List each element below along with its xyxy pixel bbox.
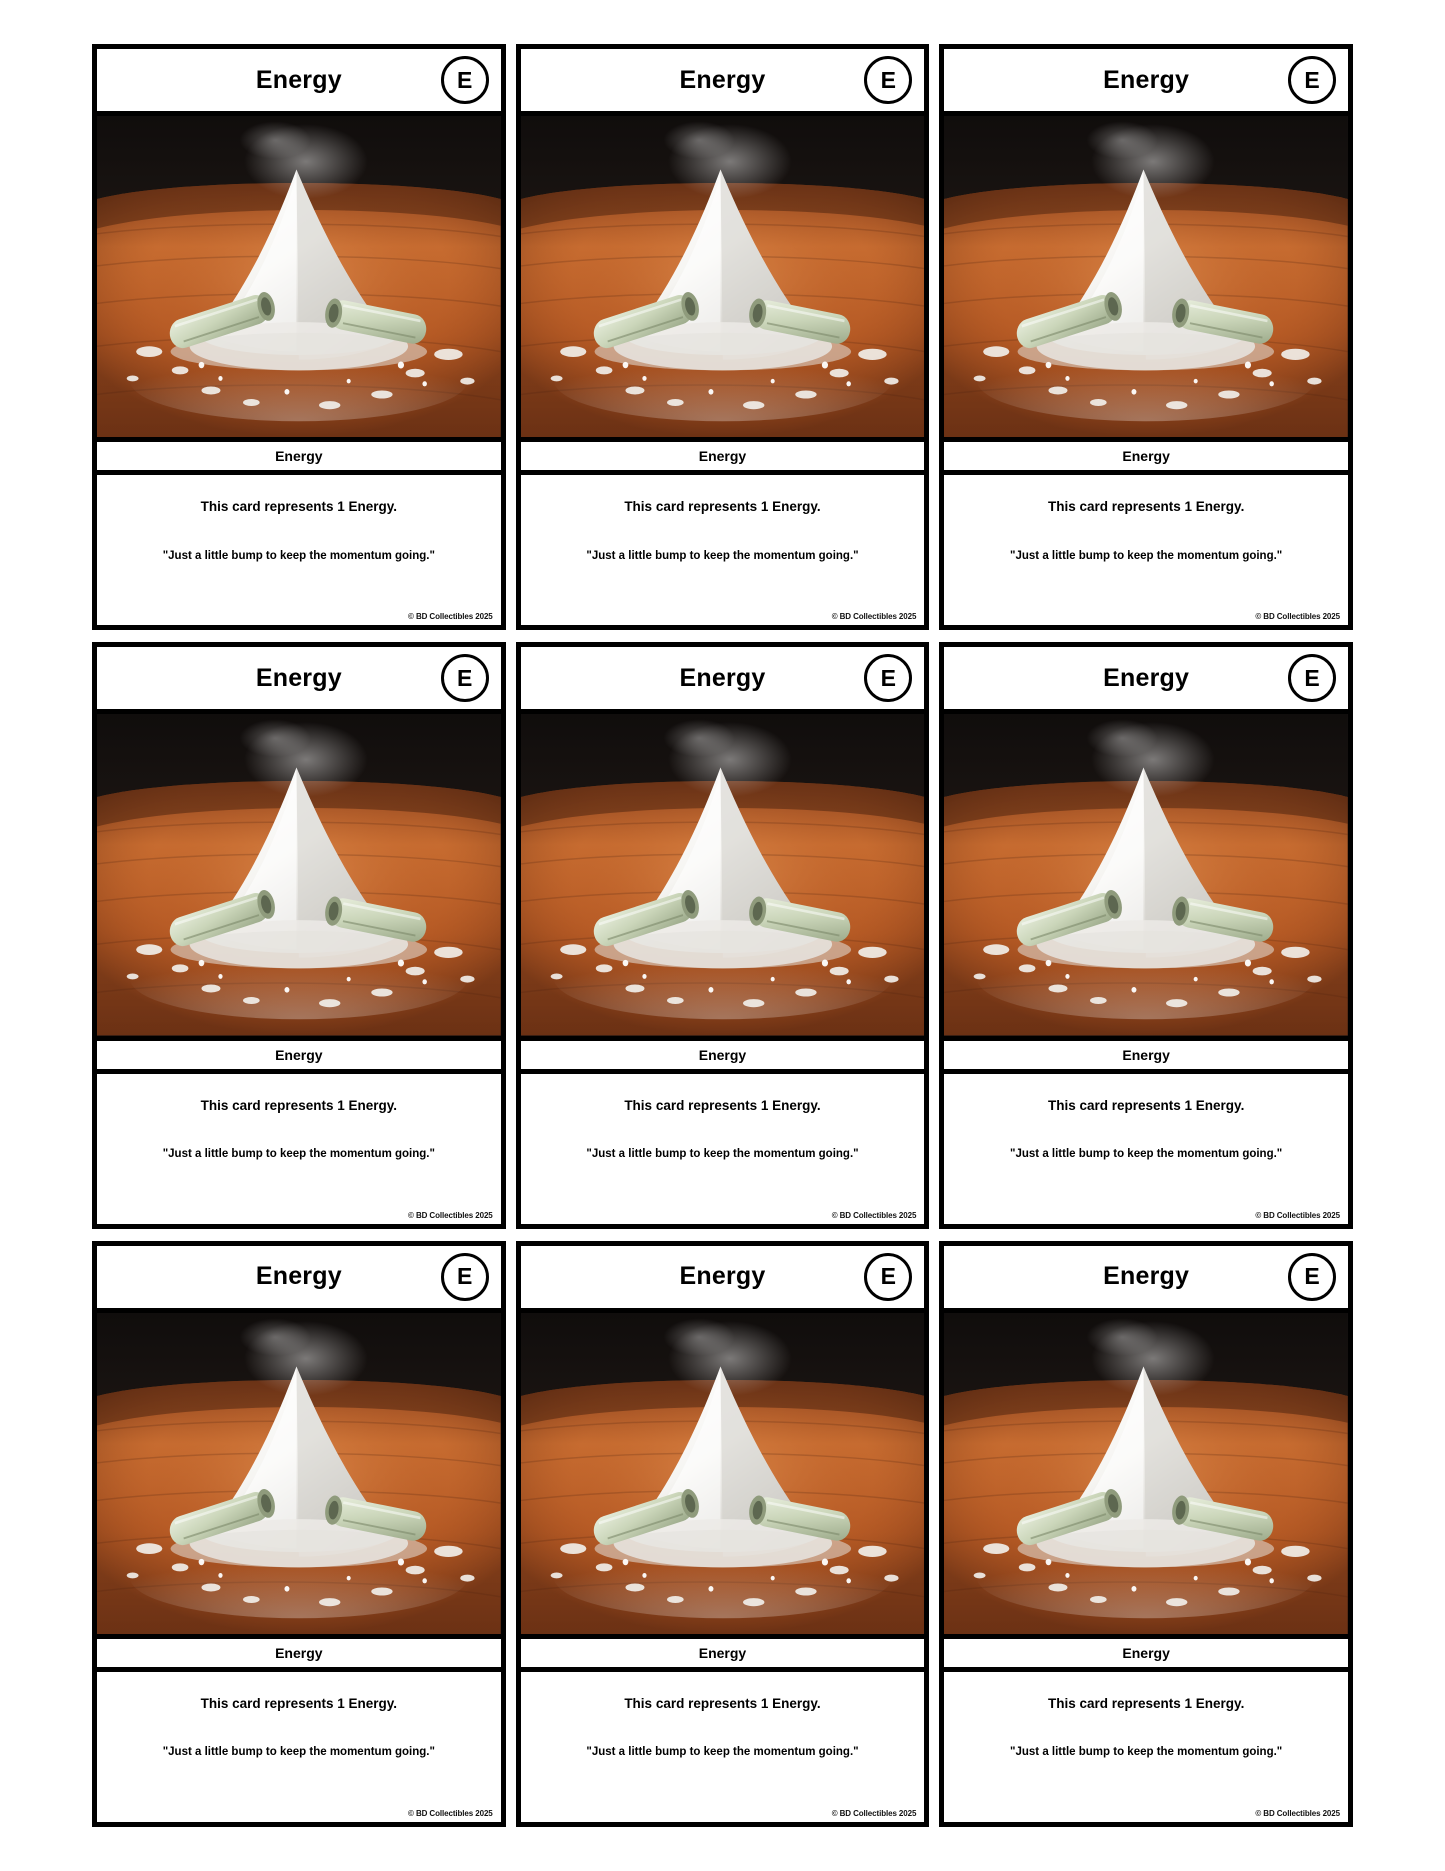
- card-title: Energy: [1103, 65, 1190, 94]
- card-flavor-text: "Just a little bump to keep the momentum going.": [162, 1746, 435, 1759]
- card-copyright: © BD Collectibles 2025: [1255, 612, 1340, 622]
- energy-symbol-icon: [864, 56, 912, 104]
- card-body: [97, 475, 501, 625]
- card-subtitle-band: [97, 1639, 501, 1672]
- card-title: Energy: [255, 663, 342, 692]
- card-subtitle: Energy: [698, 448, 747, 465]
- energy-badge-letter: E: [1304, 66, 1320, 93]
- card-body: [944, 1672, 1348, 1822]
- card-subtitle: Energy: [698, 1644, 747, 1661]
- card-title: Energy: [679, 65, 766, 94]
- card-copyright: © BD Collectibles 2025: [408, 1210, 493, 1220]
- card-artwork: [944, 714, 1348, 1040]
- card-subtitle-band: [521, 442, 925, 475]
- energy-badge-letter: E: [880, 66, 896, 93]
- card-subtitle-band: [97, 1041, 501, 1074]
- card-subtitle: Energy: [275, 1644, 323, 1661]
- energy-symbol-icon: [441, 1253, 489, 1301]
- card-description: This card represents 1 Energy.: [1047, 1097, 1245, 1113]
- trading-card[interactable]: [939, 1241, 1353, 1827]
- card-flavor-text: "Just a little bump to keep the momentum going.": [162, 549, 435, 562]
- card-flavor-text: "Just a little bump to keep the momentum going.": [1010, 1746, 1283, 1759]
- card-body: [97, 1672, 501, 1822]
- energy-badge-letter: E: [1304, 664, 1320, 691]
- card-subtitle: Energy: [1122, 448, 1170, 465]
- card-title: Energy: [679, 663, 766, 692]
- energy-badge-letter: E: [880, 664, 896, 691]
- card-artwork: [521, 1313, 925, 1639]
- card-flavor-text: "Just a little bump to keep the momentum going.": [586, 1746, 859, 1759]
- card-description: This card represents 1 Energy.: [200, 1695, 397, 1711]
- energy-symbol-icon: [1288, 654, 1336, 702]
- card-header: [97, 647, 501, 714]
- energy-symbol-icon: [441, 56, 489, 104]
- card-header: [521, 49, 925, 116]
- trading-card[interactable]: [92, 642, 506, 1228]
- powder-pile-illustration: [521, 116, 925, 437]
- trading-card[interactable]: [939, 44, 1353, 630]
- card-copyright: © BD Collectibles 2025: [831, 1210, 917, 1220]
- card-flavor-text: "Just a little bump to keep the momentum going.": [1010, 549, 1283, 562]
- trading-card[interactable]: [516, 1241, 930, 1827]
- trading-card[interactable]: [92, 44, 506, 630]
- powder-pile-illustration: [97, 714, 501, 1035]
- card-subtitle: Energy: [275, 1046, 323, 1063]
- energy-symbol-icon: [441, 654, 489, 702]
- powder-pile-illustration: [944, 714, 1348, 1035]
- card-subtitle: Energy: [698, 1046, 747, 1063]
- card-title: Energy: [255, 1262, 342, 1291]
- energy-symbol-icon: [864, 1253, 912, 1301]
- card-body: [521, 475, 925, 625]
- card-copyright: © BD Collectibles 2025: [408, 1808, 493, 1818]
- energy-symbol-icon: [1288, 1253, 1336, 1301]
- card-copyright: © BD Collectibles 2025: [1255, 1210, 1340, 1220]
- card-title: Energy: [679, 1262, 766, 1291]
- energy-badge-letter: E: [456, 66, 473, 93]
- card-header: [944, 49, 1348, 116]
- card-artwork: [97, 714, 501, 1040]
- trading-card[interactable]: [92, 1241, 506, 1827]
- card-title: Energy: [1103, 1262, 1190, 1291]
- card-subtitle: Energy: [275, 448, 323, 465]
- card-subtitle: Energy: [1122, 1046, 1170, 1063]
- energy-badge-letter: E: [1304, 1263, 1320, 1290]
- card-header: [944, 647, 1348, 714]
- card-flavor-text: "Just a little bump to keep the momentum going.": [1010, 1147, 1283, 1160]
- energy-symbol-icon: [1288, 56, 1336, 104]
- card-description: This card represents 1 Energy.: [624, 1097, 821, 1113]
- card-copyright: © BD Collectibles 2025: [408, 612, 493, 622]
- card-artwork: [97, 116, 501, 442]
- card-copyright: © BD Collectibles 2025: [831, 1808, 917, 1818]
- card-description: This card represents 1 Energy.: [624, 1695, 821, 1711]
- card-subtitle-band: [521, 1639, 925, 1672]
- card-body: [97, 1074, 501, 1224]
- card-header: [521, 1246, 925, 1313]
- card-flavor-text: "Just a little bump to keep the momentum going.": [586, 549, 859, 562]
- card-flavor-text: "Just a little bump to keep the momentum going.": [586, 1147, 859, 1160]
- powder-pile-illustration: [97, 1313, 501, 1634]
- card-subtitle-band: [521, 1041, 925, 1074]
- card-subtitle-band: [97, 442, 501, 475]
- card-copyright: © BD Collectibles 2025: [831, 612, 917, 622]
- card-body: [521, 1672, 925, 1822]
- energy-badge-letter: E: [456, 1263, 473, 1290]
- trading-card[interactable]: [939, 642, 1353, 1228]
- powder-pile-illustration: [521, 1313, 925, 1634]
- card-copyright: © BD Collectibles 2025: [1255, 1808, 1340, 1818]
- card-artwork: [944, 1313, 1348, 1639]
- card-header: [97, 1246, 501, 1313]
- card-subtitle-band: [944, 1639, 1348, 1672]
- card-description: This card represents 1 Energy.: [1047, 499, 1245, 515]
- card-subtitle-band: [944, 442, 1348, 475]
- card-description: This card represents 1 Energy.: [200, 499, 397, 515]
- card-header: [944, 1246, 1348, 1313]
- powder-pile-illustration: [944, 1313, 1348, 1634]
- powder-pile-illustration: [97, 116, 501, 437]
- card-flavor-text: "Just a little bump to keep the momentum going.": [162, 1147, 435, 1160]
- card-subtitle-band: [944, 1041, 1348, 1074]
- trading-card[interactable]: [516, 642, 930, 1228]
- energy-badge-letter: E: [456, 664, 473, 691]
- card-grid: [92, 44, 1353, 1827]
- energy-badge-letter: E: [880, 1263, 896, 1290]
- card-header: [521, 647, 925, 714]
- card-body: [944, 475, 1348, 625]
- card-artwork: [521, 116, 925, 442]
- card-body: [944, 1074, 1348, 1224]
- card-subtitle: Energy: [1122, 1644, 1170, 1661]
- card-body: [521, 1074, 925, 1224]
- energy-symbol-icon: [864, 654, 912, 702]
- card-header: [97, 49, 501, 116]
- card-description: This card represents 1 Energy.: [200, 1097, 397, 1113]
- powder-pile-illustration: [521, 714, 925, 1035]
- card-title: Energy: [255, 65, 342, 94]
- card-artwork: [521, 714, 925, 1040]
- card-description: This card represents 1 Energy.: [1047, 1695, 1245, 1711]
- card-description: This card represents 1 Energy.: [624, 499, 821, 515]
- powder-pile-illustration: [944, 116, 1348, 437]
- card-artwork: [97, 1313, 501, 1639]
- card-title: Energy: [1103, 663, 1190, 692]
- trading-card[interactable]: [516, 44, 930, 630]
- card-artwork: [944, 116, 1348, 442]
